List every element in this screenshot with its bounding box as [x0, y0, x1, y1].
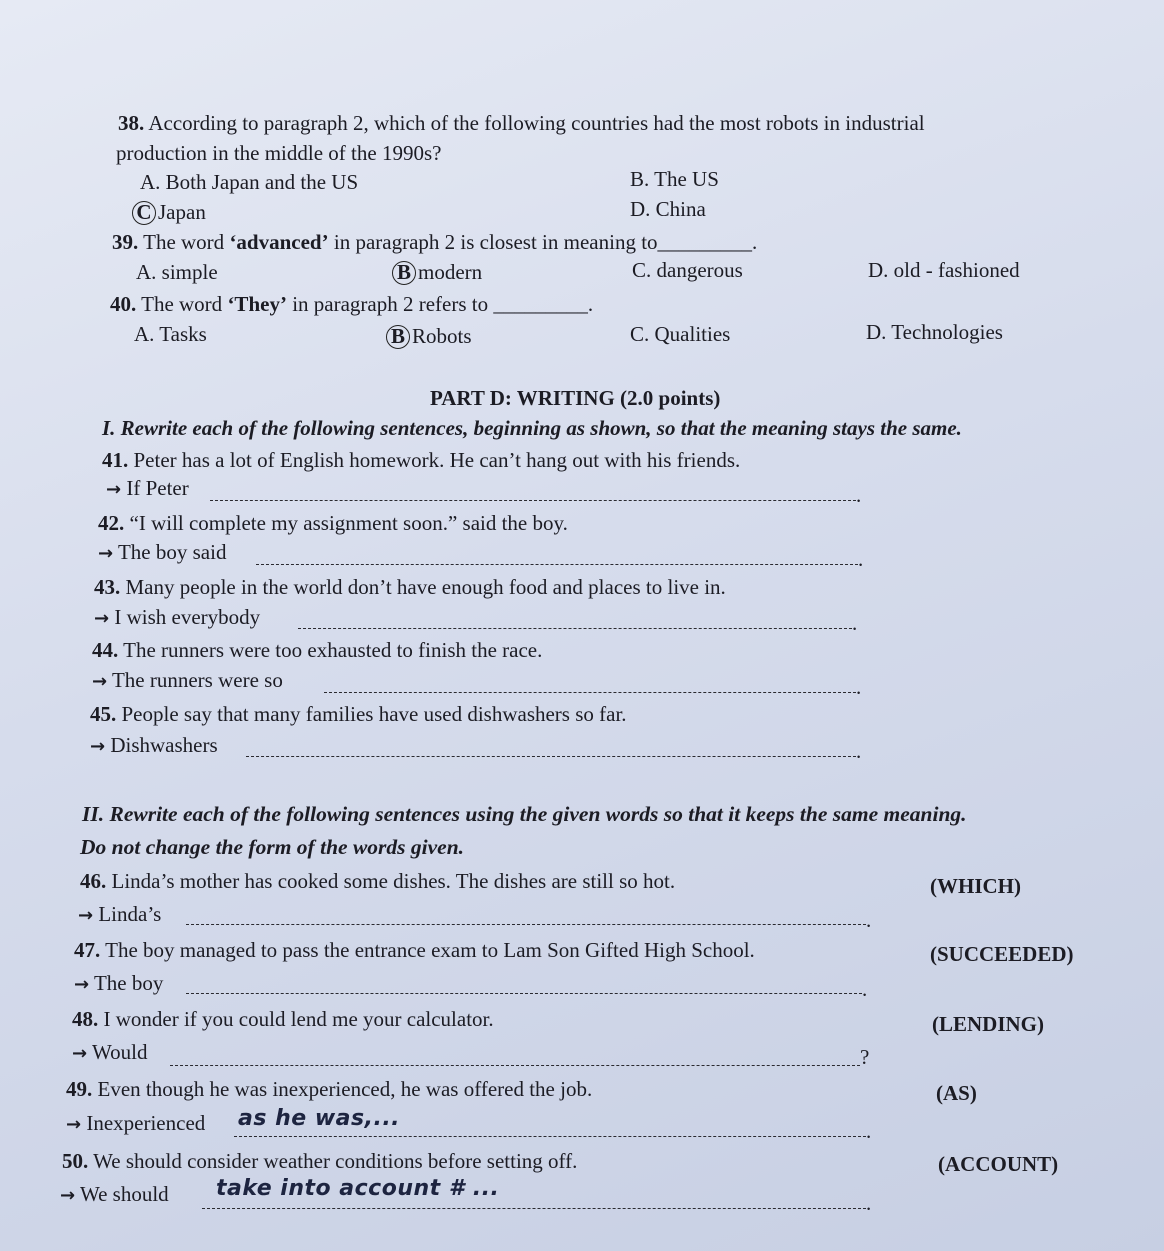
q46-end-mark: . — [866, 908, 872, 932]
q45-sentence: 45. People say that many families have used dishwashers so far. — [90, 702, 627, 726]
q46-prompt: → Linda’s — [78, 902, 162, 926]
circled-answer-mark: B — [386, 325, 410, 349]
q41-prompt: → If Peter — [106, 476, 189, 500]
circled-answer-mark: B — [392, 261, 416, 285]
q38-option-b: B. The US — [630, 167, 719, 191]
q38-option-d: D. China — [630, 197, 706, 221]
q46-sentence: 46. Linda’s mother has cooked some dishes. The dishes are still so hot. — [80, 869, 676, 893]
q40-option-c: C. Qualities — [630, 322, 731, 346]
q42-answer-line[interactable] — [256, 564, 858, 565]
q41-period: . — [856, 483, 862, 507]
q49-handwritten-answer[interactable]: as he was,... — [238, 1106, 401, 1131]
q44-prompt: → The runners were so — [92, 668, 283, 692]
section-1-instruction: I. Rewrite each of the following sentences, beginning as shown, so that the meaning stays the same. — [102, 416, 962, 440]
q43-answer-line[interactable] — [298, 628, 852, 629]
q46-answer-line[interactable] — [186, 924, 866, 925]
q47-end-mark: . — [862, 977, 868, 1001]
q48-end-mark: ? — [860, 1045, 870, 1069]
q39-option-c: C. dangerous — [632, 258, 743, 282]
q49-given-word: (AS) — [936, 1081, 977, 1105]
q44-period: . — [856, 675, 862, 699]
q48-answer-line[interactable] — [170, 1065, 860, 1066]
q39-option-b: B modern — [392, 259, 482, 285]
q39-option-a: A. simple — [136, 260, 218, 284]
q42-period: . — [858, 547, 864, 571]
q50-prompt: → We should — [60, 1182, 169, 1206]
q39-option-d: D. old - fashioned — [868, 258, 1020, 282]
q43-period: . — [852, 611, 858, 635]
q45-period: . — [856, 739, 862, 763]
q38-option-a: A. Both Japan and the US — [140, 170, 359, 194]
q42-sentence: 42. “I will complete my assignment soon.” said the boy. — [98, 511, 568, 535]
q41-sentence: 41. Peter has a lot of English homework. He can’t hang out with his friends. — [102, 448, 741, 472]
section-2-instruction-line1: II. Rewrite each of the following sentences using the given words so that it keeps the same meaning. — [82, 802, 967, 826]
q43-prompt: → I wish everybody — [94, 605, 261, 629]
q46-given-word: (WHICH) — [930, 874, 1021, 898]
q38-stem-line2: production in the middle of the 1990s? — [116, 141, 442, 165]
q49-sentence: 49. Even though he was inexperienced, he was offered the job. — [66, 1077, 593, 1101]
q50-sentence: 50. We should consider weather conditions before setting off. — [62, 1149, 578, 1173]
q45-prompt: → Dishwashers — [90, 733, 218, 757]
q48-prompt: → Would — [72, 1040, 148, 1064]
q43-sentence: 43. Many people in the world don’t have enough food and places to live in. — [94, 575, 726, 599]
q49-prompt: → Inexperienced — [66, 1111, 206, 1135]
section-2-instruction-line2: Do not change the form of the words given. — [80, 835, 465, 859]
q50-given-word: (ACCOUNT) — [938, 1152, 1059, 1176]
q50-answer-line[interactable] — [202, 1208, 866, 1209]
q40-option-a: A. Tasks — [134, 322, 207, 346]
q50-end-mark: . — [866, 1191, 872, 1215]
q49-end-mark: . — [866, 1119, 872, 1143]
q47-sentence: 47. The boy managed to pass the entrance exam to Lam Son Gifted High School. — [74, 938, 755, 962]
q42-prompt: → The boy said — [98, 540, 227, 564]
q45-answer-line[interactable] — [246, 756, 856, 757]
q39-stem: 39. The word ‘advanced’ in paragraph 2 is closest in meaning to_________. — [112, 230, 758, 254]
q50-handwritten-answer[interactable]: take into account # ... — [216, 1176, 500, 1201]
q44-answer-line[interactable] — [324, 692, 856, 693]
q38-option-c: C Japan — [132, 199, 206, 225]
circled-answer-mark: C — [132, 201, 156, 225]
part-d-title: PART D: WRITING (2.0 points) — [430, 386, 721, 410]
q49-answer-line[interactable] — [234, 1136, 866, 1137]
q48-given-word: (LENDING) — [932, 1012, 1045, 1036]
q47-given-word: (SUCCEEDED) — [930, 942, 1074, 966]
q38-stem-line1: 38. According to paragraph 2, which of the following countries had the most robots in industrial — [118, 111, 925, 135]
q47-prompt: → The boy — [74, 971, 164, 995]
q44-sentence: 44. The runners were too exhausted to finish the race. — [92, 638, 543, 662]
q40-option-d: D. Technologies — [866, 320, 1003, 344]
q40-stem: 40. The word ‘They’ in paragraph 2 refers to _________. — [110, 292, 594, 316]
q48-sentence: 48. I wonder if you could lend me your calculator. — [72, 1007, 494, 1031]
q40-option-b: B Robots — [386, 323, 472, 349]
q47-answer-line[interactable] — [186, 993, 862, 994]
q41-answer-line[interactable] — [210, 500, 856, 501]
